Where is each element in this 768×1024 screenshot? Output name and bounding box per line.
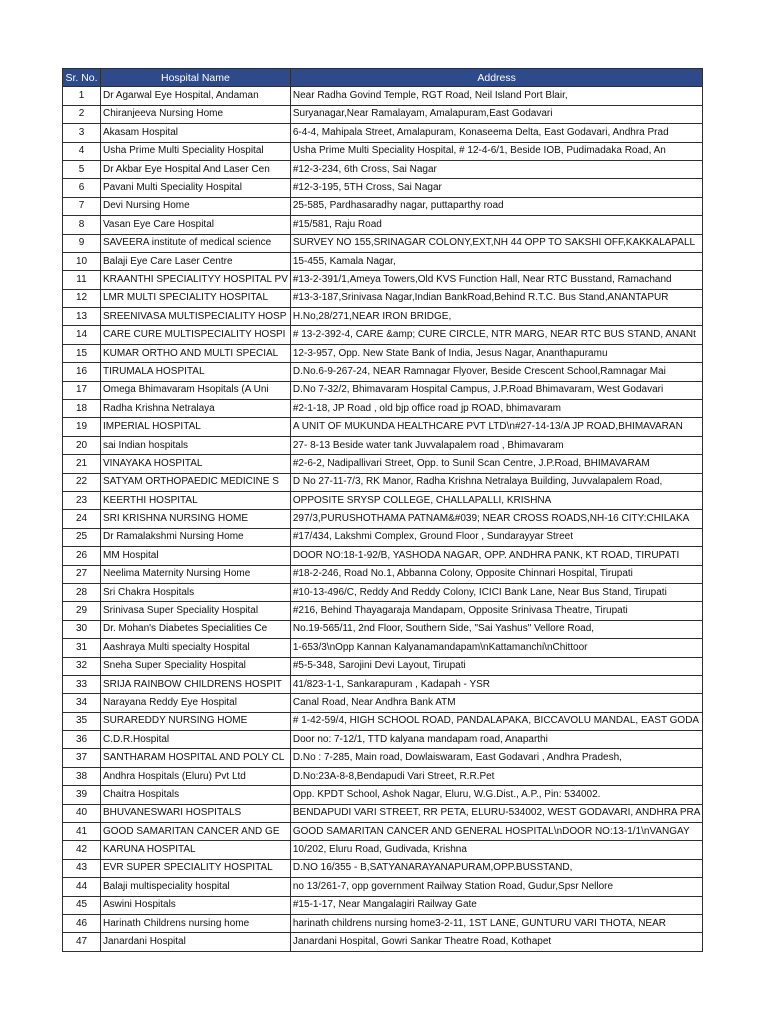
address-cell: D.No 7-32/2, Bhimavaram Hospital Campus, J.P.Road Bhimavaram, West Godavari (290, 381, 703, 399)
sr-no-cell: 36 (63, 731, 101, 749)
sr-no-cell: 28 (63, 583, 101, 601)
table-row (63, 896, 703, 914)
hospital-name-cell: Dr. Mohan's Diabetes Specialities Ce (101, 620, 291, 638)
sr-no-cell: 13 (63, 308, 101, 326)
address-cell: 27- 8-13 Beside water tank Juvvalapalem road , Bhimavaram (290, 436, 703, 454)
address-cell: # 1-42-59/4, HIGH SCHOOL ROAD, PANDALAPAKA, BICCAVOLU MANDAL, EAST GODA (290, 712, 703, 730)
address-cell: DOOR NO:18-1-92/B, YASHODA NAGAR, OPP. ANDHRA PANK, KT ROAD, TIRUPATI (290, 547, 703, 565)
hospital-name-cell: BHUVANESWARI HOSPITALS (101, 804, 291, 822)
hospital-name-cell: Andhra Hospitals (Eluru) Pvt Ltd (101, 767, 291, 785)
address-cell: #18-2-246, Road No.1, Abbanna Colony, Opposite Chinnari Hospital, Tirupati (290, 565, 703, 583)
hospital-name-cell: KEERTHI HOSPITAL (101, 491, 291, 509)
header-sr-no: Sr. No. (63, 69, 101, 87)
hospital-name-cell: Balaji multispeciality hospital (101, 878, 291, 896)
address-cell: #2-6-2, Nadipallivari Street, Opp. to Sunil Scan Centre, J.P.Road, BHIMAVARAM (290, 455, 703, 473)
hospital-name-cell: SAVEERA institute of medical science (101, 234, 291, 252)
hospital-name-cell: Dr Agarwal Eye Hospital, Andaman (101, 87, 291, 105)
hospital-name-cell: Neelima Maternity Nursing Home (101, 565, 291, 583)
sr-no-cell: 27 (63, 565, 101, 583)
hospital-name-cell: Balaji Eye Care Laser Centre (101, 252, 291, 270)
table-row (63, 914, 703, 932)
address-cell: SURVEY NO 155,SRINAGAR COLONY,EXT,NH 44 OPP TO SAKSHI OFF,KAKKALAPALL (290, 234, 703, 252)
address-cell: #15/581, Raju Road (290, 216, 703, 234)
sr-no-cell: 14 (63, 326, 101, 344)
address-cell: 10/202, Eluru Road, Gudivada, Krishna (290, 841, 703, 859)
sr-no-cell: 42 (63, 841, 101, 859)
sr-no-cell: 17 (63, 381, 101, 399)
address-cell: 15-455, Kamala Nagar, (290, 252, 703, 270)
table-row (63, 142, 703, 160)
table-row (63, 841, 703, 859)
address-cell: Door no: 7-12/1, TTD kalyana mandapam road, Anaparthi (290, 731, 703, 749)
sr-no-cell: 37 (63, 749, 101, 767)
address-cell: 6-4-4, Mahipala Street, Amalapuram, Konaseema Delta, East Godavari, Andhra Prad (290, 124, 703, 142)
address-cell: H.No,28/271,NEAR IRON BRIDGE, (290, 308, 703, 326)
hospital-name-cell: EVR SUPER SPECIALITY HOSPITAL (101, 859, 291, 877)
sr-no-cell: 34 (63, 694, 101, 712)
table-row (63, 565, 703, 583)
table-row (63, 105, 703, 123)
sr-no-cell: 43 (63, 859, 101, 877)
sr-no-cell: 5 (63, 160, 101, 178)
hospital-name-cell: SANTHARAM HOSPITAL AND POLY CL (101, 749, 291, 767)
sr-no-cell: 29 (63, 602, 101, 620)
address-cell: #13-2-391/1,Ameya Towers,Old KVS Function Hall, Near RTC Busstand, Ramachand (290, 271, 703, 289)
address-cell: #5-5-348, Sarojini Devi Layout, Tirupati (290, 657, 703, 675)
address-cell: #15-1-17, Near Mangalagiri Railway Gate (290, 896, 703, 914)
address-cell: Canal Road, Near Andhra Bank ATM (290, 694, 703, 712)
table-row (63, 528, 703, 546)
sr-no-cell: 6 (63, 179, 101, 197)
sr-no-cell: 22 (63, 473, 101, 491)
address-cell: 25-585, Pardhasaradhy nagar, puttaparthy road (290, 197, 703, 215)
address-cell: Opp. KPDT School, Ashok Nagar, Eluru, W.G.Dist., A.P., Pin: 534002. (290, 786, 703, 804)
header-address: Address (290, 69, 703, 87)
hospital-name-cell: IMPERIAL HOSPITAL (101, 418, 291, 436)
hospital-name-cell: Radha Krishna Netralaya (101, 400, 291, 418)
table-row (63, 252, 703, 270)
hospital-name-cell: GOOD SAMARITAN CANCER AND GE (101, 823, 291, 841)
address-cell: #12-3-195, 5TH Cross, Sai Nagar (290, 179, 703, 197)
table-row (63, 491, 703, 509)
address-cell: #2-1-18, JP Road , old bjp office road jp ROAD, bhimavaram (290, 400, 703, 418)
sr-no-cell: 21 (63, 455, 101, 473)
hospital-name-cell: Chiranjeeva Nursing Home (101, 105, 291, 123)
table-row (63, 216, 703, 234)
sr-no-cell: 18 (63, 400, 101, 418)
table-row (63, 308, 703, 326)
hospital-name-cell: Omega Bhimavaram Hsopitals (A Uni (101, 381, 291, 399)
table-row (63, 197, 703, 215)
address-cell: Janardani Hospital, Gowri Sankar Theatre Road, Kothapet (290, 933, 703, 951)
address-cell: A UNIT OF MUKUNDA HEALTHCARE PVT LTD\n#27-14-13/A JP ROAD,BHIMAVARAN (290, 418, 703, 436)
hospital-table (62, 68, 703, 952)
hospital-name-cell: Harinath Childrens nursing home (101, 914, 291, 932)
hospital-name-cell: KUMAR ORTHO AND MULTI SPECIAL (101, 344, 291, 362)
hospital-name-cell: Aswini Hospitals (101, 896, 291, 914)
sr-no-cell: 35 (63, 712, 101, 730)
table-row (63, 749, 703, 767)
table-row (63, 326, 703, 344)
address-cell: #216, Behind Thayagaraja Mandapam, Opposite Srinivasa Theatre, Tirupati (290, 602, 703, 620)
address-cell: #17/434, Lakshmi Complex, Ground Floor , Sundarayyar Street (290, 528, 703, 546)
sr-no-cell: 45 (63, 896, 101, 914)
address-cell: D.No:23A-8-8,Bendapudi Vari Street, R.R.Pet (290, 767, 703, 785)
address-cell: 1-653/3\nOpp Kannan Kalyanamandapam\nKattamanchi\nChittoor (290, 639, 703, 657)
table-row (63, 583, 703, 601)
hospital-name-cell: TIRUMALA HOSPITAL (101, 363, 291, 381)
table-row (63, 620, 703, 638)
sr-no-cell: 25 (63, 528, 101, 546)
sr-no-cell: 41 (63, 823, 101, 841)
sr-no-cell: 10 (63, 252, 101, 270)
table-row (63, 455, 703, 473)
hospital-name-cell: Akasam Hospital (101, 124, 291, 142)
address-cell: #13-3-187,Srinivasa Nagar,Indian BankRoad,Behind R.T.C. Bus Stand,ANANTAPUR (290, 289, 703, 307)
table-row (63, 344, 703, 362)
sr-no-cell: 30 (63, 620, 101, 638)
hospital-name-cell: MM Hospital (101, 547, 291, 565)
hospital-name-cell: C.D.R.Hospital (101, 731, 291, 749)
address-cell: GOOD SAMARITAN CANCER AND GENERAL HOSPITAL\nDOOR NO:13-1/1\nVANGAY (290, 823, 703, 841)
table-row (63, 767, 703, 785)
address-cell: Suryanagar,Near Ramalayam, Amalapuram,East Godavari (290, 105, 703, 123)
table-row (63, 473, 703, 491)
hospital-name-cell: CARE CURE MULTISPECIALITY HOSPI (101, 326, 291, 344)
sr-no-cell: 31 (63, 639, 101, 657)
sr-no-cell: 4 (63, 142, 101, 160)
table-body (63, 87, 703, 951)
sr-no-cell: 47 (63, 933, 101, 951)
address-cell: OPPOSITE SRYSP COLLEGE, CHALLAPALLI, KRISHNA (290, 491, 703, 509)
address-cell: no 13/261-7, opp government Railway Station Road, Gudur,Spsr Nellore (290, 878, 703, 896)
table-row (63, 381, 703, 399)
hospital-name-cell: Vasan Eye Care Hospital (101, 216, 291, 234)
sr-no-cell: 20 (63, 436, 101, 454)
sr-no-cell: 16 (63, 363, 101, 381)
table-row (63, 289, 703, 307)
sr-no-cell: 1 (63, 87, 101, 105)
sr-no-cell: 44 (63, 878, 101, 896)
hospital-name-cell: Devi Nursing Home (101, 197, 291, 215)
table-row (63, 418, 703, 436)
address-cell: Near Radha Govind Temple, RGT Road, Neil Island Port Blair, (290, 87, 703, 105)
table-row (63, 804, 703, 822)
table-row (63, 786, 703, 804)
table-row (63, 271, 703, 289)
hospital-name-cell: Narayana Reddy Eye Hospital (101, 694, 291, 712)
hospital-name-cell: Aashraya Multi specialty Hospital (101, 639, 291, 657)
hospital-name-cell: Srinivasa Super Speciality Hospital (101, 602, 291, 620)
table-row (63, 234, 703, 252)
table-row (63, 547, 703, 565)
header-row (63, 69, 703, 87)
sr-no-cell: 32 (63, 657, 101, 675)
hospital-name-cell: Chaitra Hospitals (101, 786, 291, 804)
table-row (63, 160, 703, 178)
address-cell: D No 27-11-7/3, RK Manor, Radha Krishna Netralaya Building, Juvvalapalem Road, (290, 473, 703, 491)
sr-no-cell: 11 (63, 271, 101, 289)
table-row (63, 436, 703, 454)
hospital-name-cell: sai Indian hospitals (101, 436, 291, 454)
address-cell: D.NO 16/355 - B,SATYANARAYANAPURAM,OPP.BUSSTAND, (290, 859, 703, 877)
address-cell: #12-3-234, 6th Cross, Sai Nagar (290, 160, 703, 178)
address-cell: # 13-2-392-4, CARE &amp; CURE CIRCLE, NTR MARG, NEAR RTC BUS STAND, ANANt (290, 326, 703, 344)
hospital-name-cell: SURAREDDY NURSING HOME (101, 712, 291, 730)
hospital-name-cell: Dr Akbar Eye Hospital And Laser Cen (101, 160, 291, 178)
table-row (63, 878, 703, 896)
table-row (63, 694, 703, 712)
sr-no-cell: 33 (63, 675, 101, 693)
header-hospital-name: Hospital Name (101, 69, 291, 87)
hospital-name-cell: Janardani Hospital (101, 933, 291, 951)
sr-no-cell: 15 (63, 344, 101, 362)
table-row (63, 87, 703, 105)
sr-no-cell: 40 (63, 804, 101, 822)
hospital-name-cell: Sneha Super Speciality Hospital (101, 657, 291, 675)
table-row (63, 823, 703, 841)
hospital-name-cell: LMR MULTI SPECIALITY HOSPITAL (101, 289, 291, 307)
sr-no-cell: 19 (63, 418, 101, 436)
address-cell: BENDAPUDI VARI STREET, RR PETA, ELURU-534002, WEST GODAVARI, ANDHRA PRA (290, 804, 703, 822)
table-row (63, 731, 703, 749)
sr-no-cell: 24 (63, 510, 101, 528)
hospital-name-cell: SREENIVASA MULTISPECIALITY HOSP (101, 308, 291, 326)
hospital-name-cell: Dr Ramalakshmi Nursing Home (101, 528, 291, 546)
address-cell: harinath childrens nursing home3-2-11, 1ST LANE, GUNTURU VARI THOTA, NEAR (290, 914, 703, 932)
sr-no-cell: 3 (63, 124, 101, 142)
hospital-name-cell: SRIJA RAINBOW CHILDRENS HOSPIT (101, 675, 291, 693)
hospital-name-cell: Pavani Multi Speciality Hospital (101, 179, 291, 197)
sr-no-cell: 46 (63, 914, 101, 932)
address-cell: D.No.6-9-267-24, NEAR Ramnagar Flyover, Beside Crescent School,Ramnagar Mai (290, 363, 703, 381)
sr-no-cell: 9 (63, 234, 101, 252)
sr-no-cell: 38 (63, 767, 101, 785)
table-row (63, 675, 703, 693)
hospital-name-cell: KARUNA HOSPITAL (101, 841, 291, 859)
address-cell: #10-13-496/C, Reddy And Reddy Colony, ICICI Bank Lane, Near Bus Stand, Tirupati (290, 583, 703, 601)
table-row (63, 602, 703, 620)
address-cell: 12-3-957, Opp. New State Bank of India, Jesus Nagar, Ananthapuramu (290, 344, 703, 362)
table-row (63, 639, 703, 657)
hospital-name-cell: KRAANTHI SPECIALITYY HOSPITAL PV (101, 271, 291, 289)
hospital-name-cell: VINAYAKA HOSPITAL (101, 455, 291, 473)
sr-no-cell: 23 (63, 491, 101, 509)
sr-no-cell: 12 (63, 289, 101, 307)
sr-no-cell: 26 (63, 547, 101, 565)
table-row (63, 363, 703, 381)
hospital-name-cell: SRI KRISHNA NURSING HOME (101, 510, 291, 528)
table-row (63, 933, 703, 951)
sr-no-cell: 7 (63, 197, 101, 215)
table-row (63, 712, 703, 730)
address-cell: D.No : 7-285, Main road, Dowlaiswaram, East Godavari , Andhra Pradesh, (290, 749, 703, 767)
hospital-name-cell: SATYAM ORTHOPAEDIC MEDICINE S (101, 473, 291, 491)
hospital-name-cell: Sri Chakra Hospitals (101, 583, 291, 601)
hospital-name-cell: Usha Prime Multi Speciality Hospital (101, 142, 291, 160)
table-row (63, 124, 703, 142)
sr-no-cell: 39 (63, 786, 101, 804)
sr-no-cell: 2 (63, 105, 101, 123)
table-row (63, 510, 703, 528)
address-cell: No.19-565/11, 2nd Floor, Southern Side, "Sai Yashus" Vellore Road, (290, 620, 703, 638)
table-row (63, 400, 703, 418)
sr-no-cell: 8 (63, 216, 101, 234)
table-row (63, 657, 703, 675)
address-cell: 41/823-1-1, Sankarapuram , Kadapah - YSR (290, 675, 703, 693)
address-cell: 297/3,PURUSHOTHAMA PATNAM&#039; NEAR CROSS ROADS,NH-16 CITY:CHILAKA (290, 510, 703, 528)
table-row (63, 179, 703, 197)
address-cell: Usha Prime Multi Speciality Hospital, # 12-4-6/1, Beside IOB, Pudimadaka Road, An (290, 142, 703, 160)
table-row (63, 859, 703, 877)
